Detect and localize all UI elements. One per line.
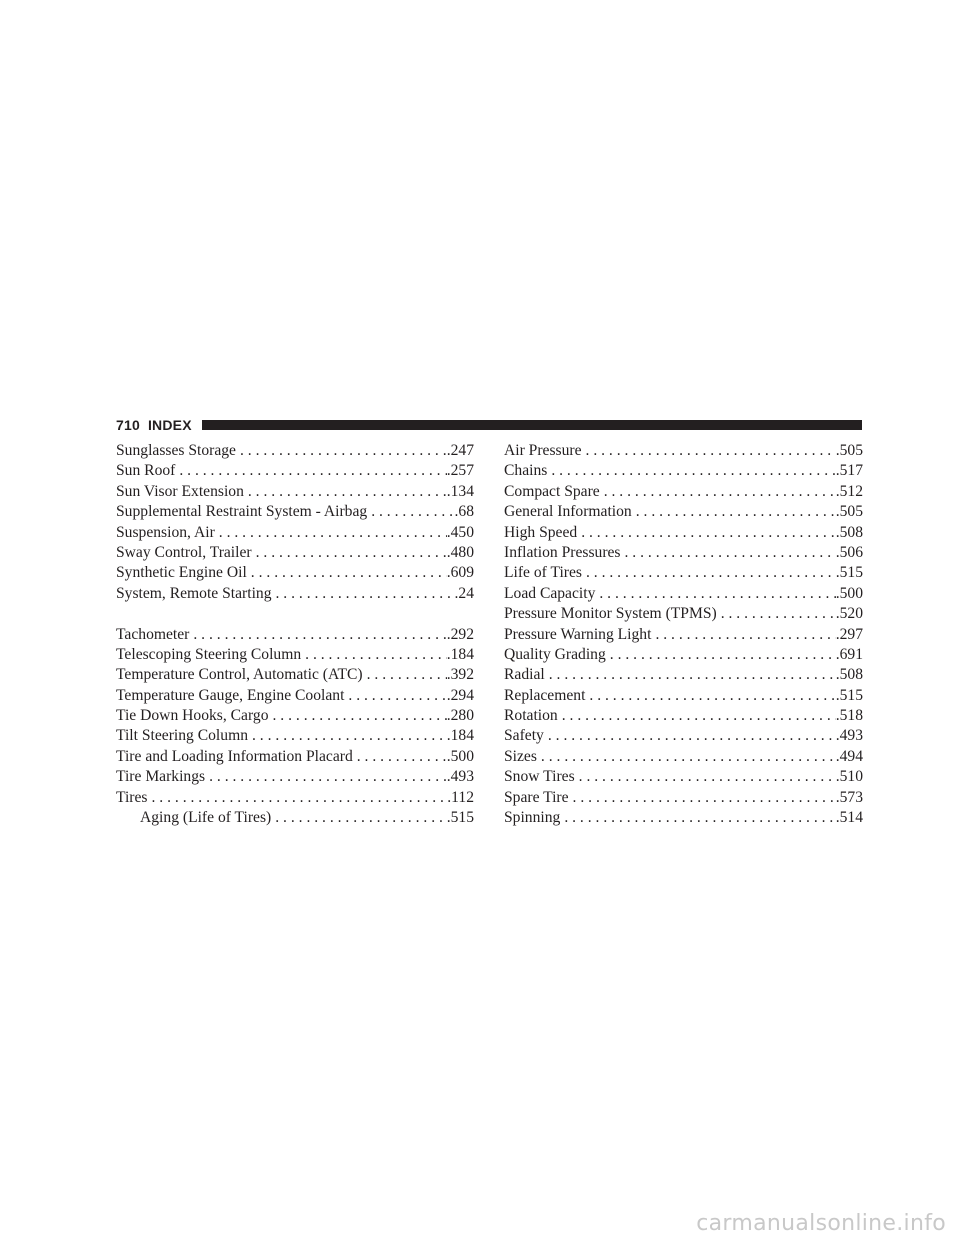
dot-leader — [344, 686, 446, 706]
dot-leader — [717, 604, 836, 624]
dot-leader — [269, 706, 447, 726]
index-term: Quality Grading — [504, 645, 606, 663]
index-term: Sun Roof — [116, 462, 176, 480]
index-term: Tie Down Hooks, Cargo — [116, 707, 269, 725]
index-page-ref: .493 — [835, 727, 863, 745]
index-entry — [116, 441, 474, 461]
index-entry — [116, 523, 474, 543]
index-term: Sunglasses Storage — [116, 442, 236, 459]
index-page-ref: .510 — [835, 768, 863, 786]
index-term: Rotation — [504, 707, 558, 725]
index-page-ref: .297 — [835, 625, 863, 643]
index-page-ref: .257 — [446, 462, 474, 480]
dot-leader — [248, 726, 447, 746]
dot-leader — [367, 502, 454, 522]
index-subentry — [504, 441, 863, 461]
dot-leader — [252, 543, 447, 563]
index-page-ref: .112 — [447, 788, 474, 806]
index-column-right — [504, 441, 863, 828]
index-term: Spinning — [504, 809, 561, 827]
index-term: Tires — [116, 788, 148, 806]
dot-leader — [585, 686, 835, 706]
index-page-ref: .518 — [835, 707, 863, 725]
index-page-ref: .515 — [835, 564, 863, 582]
index-subentry — [504, 726, 863, 746]
index-entry — [116, 767, 474, 787]
dot-leader — [353, 747, 447, 767]
header-rule — [202, 420, 862, 430]
index-subentry — [504, 747, 863, 767]
dot-leader — [244, 482, 447, 502]
index-entry — [116, 686, 474, 706]
index-entry — [116, 747, 474, 767]
index-page-ref: .517 — [835, 462, 863, 480]
dot-leader — [600, 482, 836, 502]
dot-leader — [545, 665, 836, 685]
index-term: Compact Spare — [504, 482, 600, 500]
index-page-ref: .506 — [835, 543, 863, 561]
dot-leader — [582, 441, 836, 461]
index-entry — [116, 563, 474, 583]
index-subentry — [504, 604, 863, 624]
index-subentry — [504, 706, 863, 726]
index-page-ref: .609 — [446, 564, 474, 582]
index-term: Radial — [504, 666, 545, 684]
index-page-ref: .392 — [446, 666, 474, 684]
index-subentry — [116, 808, 474, 828]
dot-leader — [582, 563, 836, 583]
index-term: Tachometer — [116, 625, 190, 643]
index-page-ref: .573 — [835, 788, 863, 806]
dot-leader — [271, 808, 446, 828]
index-page-ref: .450 — [446, 523, 474, 541]
index-page-ref: .500 — [446, 747, 474, 765]
index-term: Aging (Life of Tires) — [140, 809, 272, 827]
dot-leader — [205, 767, 447, 787]
dot-leader — [236, 441, 447, 461]
index-entry — [116, 502, 474, 522]
index-term: Load Capacity — [504, 584, 596, 602]
dot-leader — [560, 808, 835, 828]
index-term: Sway Control, Trailer — [116, 543, 252, 561]
index-page-ref: .494 — [835, 747, 863, 765]
index-page-ref: .480 — [446, 543, 474, 561]
index-page-ref: .184 — [446, 727, 474, 745]
index-term: Spare Tire — [504, 788, 569, 806]
index-page-ref: .292 — [446, 625, 474, 643]
index-subentry — [504, 686, 863, 706]
index-term: Pressure Warning Light — [504, 625, 652, 643]
dot-leader — [547, 461, 835, 481]
index-entry — [116, 482, 474, 502]
dot-leader — [537, 747, 836, 767]
dot-leader — [215, 523, 447, 543]
index-entry — [116, 645, 474, 665]
index-page-ref: .508 — [835, 666, 863, 684]
index-page-ref: .247 — [446, 442, 474, 459]
index-page-ref: .134 — [446, 482, 474, 500]
index-page-ref: .515 — [835, 686, 863, 704]
index-subentry — [504, 482, 863, 502]
index-term: Inflation Pressures — [504, 543, 621, 561]
index-subentry — [504, 523, 863, 543]
index-entry — [116, 788, 474, 808]
index-term: Sun Visor Extension — [116, 482, 244, 500]
dot-leader — [175, 461, 446, 481]
index-term: System, Remote Starting — [116, 584, 272, 602]
index-page-ref: .691 — [835, 645, 863, 663]
index-page-ref: .512 — [835, 482, 863, 500]
index-entry — [116, 461, 474, 481]
index-term: Tilt Steering Column — [116, 727, 248, 745]
index-subentry — [504, 502, 863, 522]
dot-leader — [148, 788, 448, 808]
index-page-ref: .493 — [446, 768, 474, 786]
index-entry — [116, 726, 474, 746]
page-number: 710 — [116, 417, 140, 433]
watermark: carmanualsonline.info — [696, 1211, 946, 1236]
index-subentry — [504, 625, 863, 645]
index-term: Safety — [504, 727, 544, 745]
index-term: Snow Tires — [504, 768, 575, 786]
index-page-ref: .24 — [454, 584, 474, 602]
dot-leader — [621, 543, 836, 563]
index-term: Synthetic Engine Oil — [116, 564, 247, 582]
index-term: Chains — [504, 462, 548, 480]
index-term: Suspension, Air — [116, 523, 215, 541]
index-subentry — [504, 808, 863, 828]
dot-leader — [189, 625, 446, 645]
index-term: Tire Markings — [116, 768, 206, 786]
index-subentry — [504, 584, 863, 604]
dot-leader — [363, 665, 447, 685]
index-page-ref: .505 — [835, 442, 863, 459]
index-term: Air Pressure — [504, 442, 582, 459]
index-subentry — [504, 461, 863, 481]
dot-leader — [247, 563, 447, 583]
index-entry — [116, 584, 474, 604]
index-subentry — [504, 543, 863, 563]
index-page-ref: .184 — [446, 645, 474, 663]
dot-leader — [575, 767, 836, 787]
index-entry — [116, 706, 474, 726]
index-page-ref: .280 — [446, 707, 474, 725]
index-page-ref: .500 — [835, 584, 863, 602]
index-subentry — [504, 665, 863, 685]
index-term: Life of Tires — [504, 564, 582, 582]
dot-leader — [544, 726, 836, 746]
index-term: General Information — [504, 503, 632, 521]
dot-leader — [301, 645, 447, 665]
index-term: Temperature Control, Automatic (ATC) — [116, 666, 363, 684]
dot-leader — [558, 706, 836, 726]
index-term: Supplemental Restraint System - Airbag — [116, 503, 368, 521]
index-subentry — [504, 767, 863, 787]
index-page-ref: .68 — [454, 503, 474, 521]
index-subentry — [504, 788, 863, 808]
index-term: Temperature Gauge, Engine Coolant — [116, 686, 345, 704]
dot-leader — [606, 645, 836, 665]
index-page-ref: .294 — [446, 686, 474, 704]
index-entry — [116, 665, 474, 685]
section-gap — [116, 604, 474, 624]
dot-leader — [272, 584, 455, 604]
dot-leader — [632, 502, 836, 522]
index-term: Sizes — [504, 747, 537, 765]
page-header — [116, 414, 862, 436]
index-entry — [116, 625, 474, 645]
index-column-left — [116, 441, 474, 828]
index-page-ref: .514 — [835, 809, 863, 827]
index-term: Tire and Loading Information Placard — [116, 747, 353, 765]
index-term: Replacement — [504, 686, 586, 704]
index-page-ref: .505 — [835, 503, 863, 521]
index-subentry — [504, 563, 863, 583]
dot-leader — [577, 523, 836, 543]
page-title: INDEX — [147, 417, 192, 433]
dot-leader — [651, 625, 835, 645]
index-term: High Speed — [504, 523, 578, 541]
index-page-ref: .520 — [835, 605, 863, 623]
dot-leader — [595, 584, 835, 604]
index-page-ref: .515 — [446, 809, 474, 827]
index-entry — [116, 543, 474, 563]
index-subentry — [504, 645, 863, 665]
index-term: Telescoping Steering Column — [116, 645, 302, 663]
dot-leader — [569, 788, 836, 808]
index-term: Pressure Monitor System (TPMS) — [504, 605, 717, 623]
index-page-ref: .508 — [835, 523, 863, 541]
